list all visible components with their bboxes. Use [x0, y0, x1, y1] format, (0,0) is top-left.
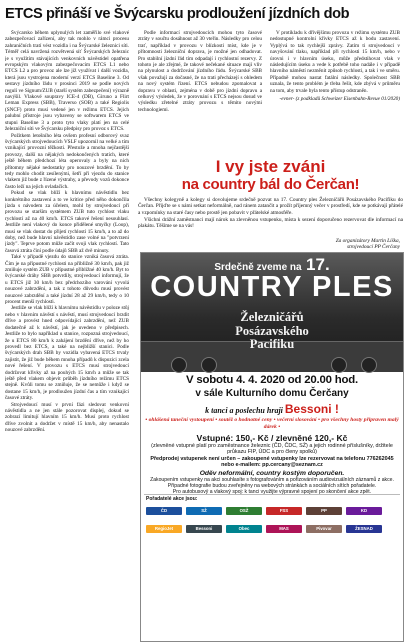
invite-signature: Za organizátory Martin Liška, strojvedoucí PP Čerčany [335, 238, 400, 251]
sponsor-logo: OSŽ [226, 507, 262, 515]
sponsor-logo: Pivovar [306, 525, 342, 533]
sponsor-logo: ČD [146, 507, 182, 515]
article-paragraph: Požitkem letošního léta ovšem profesní odborový svaz švýcarských strojvedoucích VSLF upozornil na velké a tím vznikající provozní těžkosti. Přestože a mnoha nejčastější provozy, další na nějakých nedokončených tratích, které ještě během předchozí léta operovaly a byly na nich přítomny nějaké nedostatky pro nouzové brzdění. To by tedy mohlo chodit zesílenými, šetří při vjezdu do stanice vlakem již bude z řízené výstrahy, a převody vozů dokonce často leží na jejich ovladačích. [5, 132, 129, 190]
article-column-3 [270, 30, 400, 154]
poster-notes [145, 470, 399, 495]
article-column-2 [138, 30, 262, 154]
poster-music: k tanci a poslechu hraji Bessoni ! [205, 402, 339, 416]
invite-body [138, 197, 403, 230]
logo-row [144, 502, 400, 538]
sponsor-logo: Bessoni [186, 525, 222, 533]
sponsor-logo: SŽ [186, 507, 222, 515]
poster-subtitle: Železničářů Posázavského Pacifiku [235, 310, 309, 351]
sponsor-label: Pořadatelé akce jsou: [146, 496, 198, 502]
article-paragraph: Švýcarsko během uplynulých let zaměřilo své vlakové zabezpečovací zařízení, aby tak mohlo v rámci procesu zahraničních tratí vést vozidla i na Švýcarské železnici síti. Téměř celá navržená rozvětvená síť Švýcarských železnic je s využitím stávajících venkovních návěstidel opatřena evropským vlakovým zabezpečovacím ETCS L1 nebo ETCS L2 a pro provoz ale lze již využívat i další vozidla, která jsou vystrojena moderní verzí ETCS Baseline 3. Od sestavy jízdního řádu v prosinci 2019 se podle nových regulí ve Signum/ZUB (starší systém zabezpečení) výrazně navýšil. Vlakové soupravy ICE-4 (DB), Giruno a Flirt Leman Express (SBB), Traverso (SOB) a také Regiolis (SNCF) proto musí vedené jen v režimu ETCS. Jejich palubní přístroje jsou vybaveny se softwarem ETCS ve stupni Baseline 3 a proto tyto vlaky platí jen na celé železniční síti ve Švýcarsku předpisy pro provoz s ETCS. [5, 30, 129, 133]
wheel-icon [361, 357, 377, 373]
dress-code: Oděv neformální, country kostým doporučen. [199, 470, 345, 477]
invite-title-line2: na country bál do Čerčan! [181, 176, 360, 193]
article-column-1 [5, 30, 129, 642]
invite-title-line1: I vy jste zváni [215, 157, 326, 176]
poster-date: V sobotu 4. 4. 2020 od 20.00 hod. [186, 374, 358, 386]
invite-paragraph: Všichni drážní zaměstnanci mají nárok na zlevněnou vstupenku, místa k sezení doporučeno rezervovat dle informací na plakátu. Těšíme se na vás! [138, 216, 403, 230]
poster-main-title: COUNTRY PLES [150, 271, 394, 303]
invite-paragraph: Všechny kolegyně a kolegy si dovolujeme srdečně pozvat na 17. Country ples Železničářů Posázavského Pacifiku do Čerčan. Přijďte se s námi setkat neformálně, nad ránem zatančit a prožít příjemný večer v prostředí, kde se potkávají přátelé a vzpomínky na staré časy nebo prostě jen pobavit v přátelské atmosféře. [138, 197, 403, 216]
article-headline: ETCS přináší ve Švýcarsku prodloužení jízdních dob [5, 6, 350, 22]
article-paragraph: V protikladu k dřívějšímu provozu v režimu systému ZUB nedostupné kontrolní křivky ETCS až k bodu zastavení. Vyplývá to tak rychlejší zprávy. Zatím ti strojvedoucí v navyšování tlaku, například při rychlosti 15 km/h, nebo v úrovni i v hlavním úseku, může předstihovat vlak v následujícím úseku a vede k potřebě toho nadále i v případě hlavního náměstí nezměnit způsob rychlosti, a tak i ve směru. Případně mohou nastat fatální následky. Společnost SBB uznala, že tento problém je třeba řešit, kde zbývá v průměru na tom, aby trvale byla tento přístup odstraněn. [270, 30, 400, 94]
wheel-icon [331, 357, 347, 373]
sponsor-logo: KD [346, 507, 382, 515]
event-poster [140, 252, 404, 642]
article-paragraph: Také v případě vjezdu do stanice vzniká časová ztráta. Čím je na přípustné rychlosti na přibližně 30 km/h, pak již zmiňuje systém ZUB v přípustné přibližné 40 km/h. Byt to švýcarské dráhy SBB potvrdily, strojvedoucí informují, že u ETCS již 30 km/h bez předchozího varování vyvolá nouzové zabrzdění, a tak z tohoto důvodu musí provést nouzové zabrzdění a také jízdní 28 až 29 km/h, tedy o 10 procent menší rychlosti. [5, 254, 129, 306]
sponsor-logo: MAS [266, 525, 302, 533]
invite-title [138, 158, 403, 194]
sponsor-logo: ŽESNAD [346, 525, 382, 533]
poster-invite-line: Srdečně zveme na 17. [214, 255, 330, 274]
poster-tickets [147, 433, 397, 468]
poster-program: • ohlášená taneční vystoupení • soutěž o hodnotné ceny • večerní slosování • pro všechny hosty připraven malý dárek • [145, 417, 399, 430]
transport-note: Pro autobusový a vlakový spoj: k tanci využijte výpravné spojení po skončení akce zpět. [172, 489, 372, 496]
wheel-icon [201, 357, 217, 373]
photo-consent: Zakoupením vstupenky na akci souhlasíte s fotografováním a pořizováním audiovizuálních záznamů z akce. Případné fotografie budou zveřejněny na webových stránkách a sociálních sítích pořadatele. [150, 477, 394, 490]
article-signature: -evner- (z podkladů Schweizer Eisenbahn-Revue 01/2020) [279, 96, 400, 103]
wheel-icon [171, 357, 187, 373]
sponsor-logo: PP [306, 507, 342, 515]
article-paragraph: Strojvedoucí musí v první fázi sledovat venkovní návěstidla a ne jen stále pozorovat displej, dokud se zobrazí limitují hlavním 15 km/h. Musí proto rychlost dříve zvolnit a dodržet v místě 15 km/h, aby nenastalo nouzové zabrzdění. [5, 401, 129, 434]
ticket-discount-note: (zlevněné vstupné platí pro zaměstnance železnic (ČD, ČDC, SŽ) a jejich rodinné příslušníky, držitele průkazu FIP, ÚDC a pro členy spolků) [151, 443, 393, 456]
sponsor-logos [144, 494, 400, 532]
sponsor-logo: RegioJet [146, 525, 182, 533]
article-paragraph: Pokud se vlak blíží k hlavnímu návěstidlu bez konkrétního zastavení a to ve kritice před něho dokončila jízda s návodem za účelem, mohl by strojvedoucí při provozu se starším systémem ZUB tuto rychlost vlaku rychlostí až na 40 km/h. ETCS takové řešení nesouhlasí. Jestliže není vlakový do konce přidělené smyčky (Loop), musí se vlak dostat do přijetí rychlostí 15 km/h, a to až do doby, než bude hlavní návěstidlo zase volné na "potvrzení jízdy". Teprve potom může začít svoji vlak rychlostí. Tato časová ztráta činí podle údajů SBB až dvě minuty. [5, 190, 129, 254]
article-paragraph: Podle informací strojvedoucích mohou tyto časové ztráty v součtu dosáhnout až 30 vteřin. Následky pro celou trať, například v provozu v blízkosti míst, kde je v přítomnosti železniční doprava, je možné jen odhadovat. Pro stabilní jízdní řád tím odpadají i rychlostní rezervy. Z tohoto je ale zřejmé, že takové nečekané situace mají vliv na plynulost a dodržování jízdního řádu. Švýcarské SBB však považují za dočasné, že na trati přecházejí s ohledem na nový systém řízení. ETCS nebudou zpomalovat a dopravu v oblasti, zejména v době pro jízdní dopravu a celkový výsledek, že v porovnání s ETCS nejsou dosud ve výsledku zřetelné ztráty provozu s těmito novými technologiemi. [138, 30, 262, 113]
sponsor-logo: FSS [266, 507, 302, 515]
article-paragraph: Jestliže se vlak blíží k hlavnímu návěstidlu v poloze stůj nebo v hlavním návěstí s návěstí, musí strojvedoucí brzdit dříve a provést hned odpovídající zabrzdění, než ZUB dodatečně až k návěstí, jak je uvedeno v předpisech. Jestliže to bylo například u stanice, rozpozná strojvedoucí, že u ETCS 80 km/h k zahájení brzdění dříve, než by ho provedl bez ETCS, a také na nejbližší stanici. Podle švýcarských drah SBB by vozidla vybavená ETCS trvaly zajistit, že již bude během mnoha případů k dispozici zcela nové řešení. V provozu s ETCS musí strojvedoucí dodržovat křivky až na pouhých 15 km/h a může se tak ještě před vlakem objevit průběh jízdního režimu ETCS stejně. Kvůli tomu se zmiňuje, že se nemůže i když se dostane 15 km/h, je prodloužen jízdní čas a tím vznikající časové ztráty. [5, 305, 129, 402]
poster-venue: v sále Kulturního domu Čerčany [195, 388, 349, 399]
ticket-reservation: Předprodej vstupenek není určen – zakoupené vstupenky lze rezervovat na telefonu 776262045 nebo e-mailem: pp.cercany@seznam.cz [150, 455, 394, 468]
ticket-price: Vstupné: 150,- Kč / zlevněné 120,- Kč [196, 433, 348, 443]
sponsor-logo: Obec [226, 525, 262, 533]
band-name: Bessoni ! [284, 402, 339, 416]
